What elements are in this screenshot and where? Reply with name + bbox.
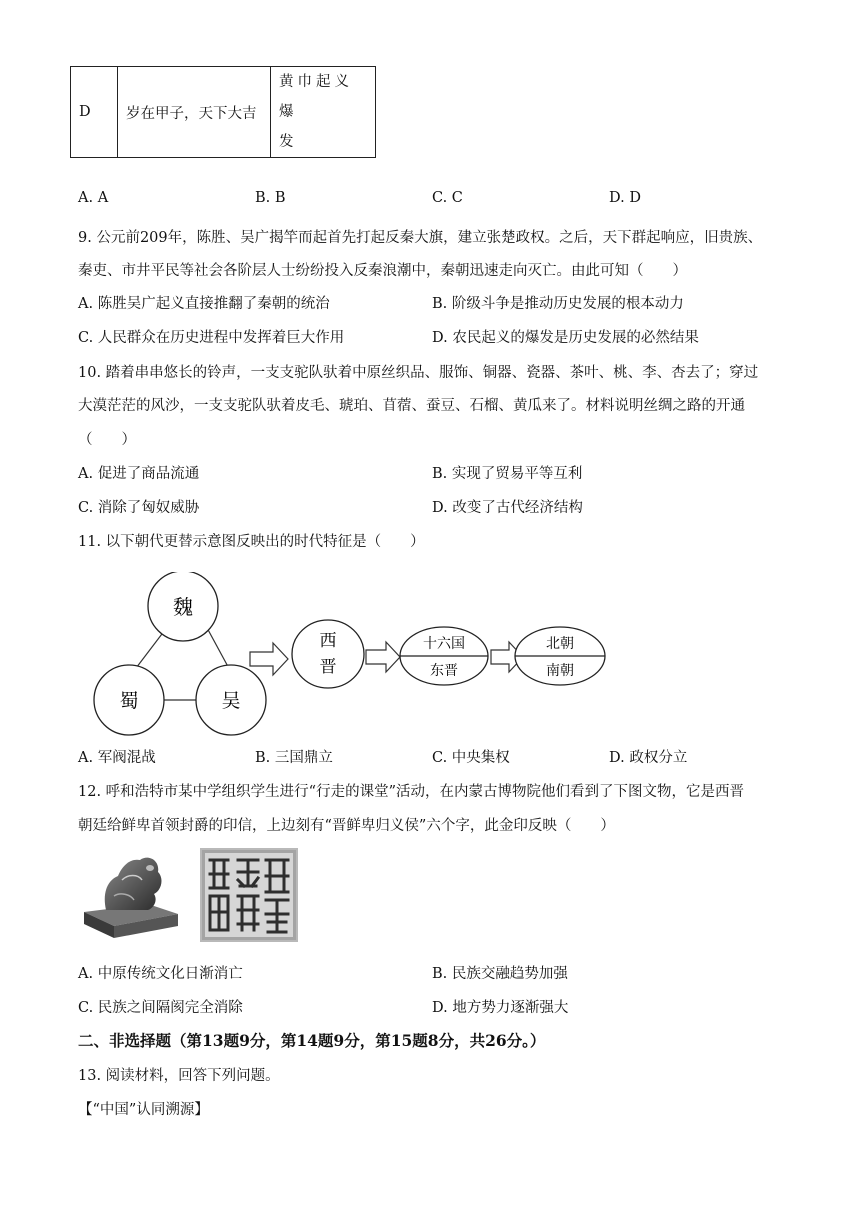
section-heading: 二、非选择题（第13题9分，第14题9分，第15题8分，共26分。） [78, 1031, 546, 1050]
q10-stem-line3: （ ） [78, 432, 136, 448]
table-row [71, 67, 376, 158]
nanchao-label: 南朝 [546, 663, 574, 679]
q9-stem-line1: 9. 公元前209年，陈胜、吴广揭竿而起首先打起反秦大旗，建立张楚政权。之后，天下群起响应，旧贵族、 [78, 230, 763, 246]
q13-subheading: 【“中国”认同溯源】 [78, 1102, 209, 1118]
table-cell-event-line2: 发 [279, 134, 298, 150]
q10-option-b: B. 实现了贸易平等互利 [432, 466, 583, 482]
q8-option-c: C. C [432, 190, 463, 206]
q9-stem-line2: 秦吏、市井平民等社会各阶层人士纷纷投入反秦浪潮中，秦朝迅速走向灭亡。由此可知（ ） [78, 263, 687, 279]
answer-table [70, 66, 376, 158]
table-cell-event [271, 67, 376, 158]
q13-stem: 13. 阅读材料，回答下列问题。 [78, 1068, 280, 1084]
xijin-label-1: 西 [319, 631, 337, 651]
q12-option-a: A. 中原传统文化日渐消亡 [78, 966, 243, 982]
q11-stem: 11. 以下朝代更替示意图反映出的时代特征是（ ） [78, 534, 425, 550]
q11-option-a: A. 军阀混战 [78, 750, 156, 766]
q8-option-a: A. A [78, 190, 109, 206]
q10-option-c: C. 消除了匈奴威胁 [78, 500, 200, 516]
q11-option-c: C. 中央集权 [432, 750, 510, 766]
arrow-icon [366, 642, 400, 672]
q12-option-d: D. 地方势力逐渐强大 [432, 1000, 569, 1016]
q11-option-b: B. 三国鼎立 [255, 750, 333, 766]
table-cell-phrase: 岁在甲子，天下大吉 [118, 67, 271, 158]
arrow-icon [250, 643, 288, 675]
q10-stem-line2: 大漠茫茫的风沙，一支支驼队驮着皮毛、琥珀、苜蓿、蚕豆、石榴、黄瓜来了。材料说明丝绸之路的开通 [78, 398, 745, 414]
table-cell-event-line1: 黄巾起义爆 [279, 74, 353, 120]
q9-option-a: A. 陈胜吴广起义直接推翻了秦朝的统治 [78, 296, 330, 312]
wu-label: 吴 [221, 690, 241, 712]
q10-option-d: D. 改变了古代经济结构 [432, 500, 583, 516]
q12-stem-line1: 12. 呼和浩特市某中学组织学生进行“行走的课堂”活动，在内蒙古博物院他们看到了下图文物，它是西晋 [78, 784, 744, 800]
gold-seal-photo [78, 846, 184, 942]
dynasty-diagram [80, 572, 620, 744]
q10-option-a: A. 促进了商品流通 [78, 466, 200, 482]
q9-option-c: C. 人民群众在历史进程中发挥着巨大作用 [78, 330, 345, 346]
xijin-label-2: 晋 [319, 657, 337, 677]
sixteen-label: 十六国 [423, 636, 465, 652]
table-cell-letter: D [71, 67, 118, 158]
q12-option-c: C. 民族之间隔阂完全消除 [78, 1000, 243, 1016]
q9-option-b: B. 阶级斗争是推动历史发展的根本动力 [432, 296, 684, 312]
q12-stem-line2: 朝廷给鲜卑首领封爵的印信，上边刻有“晋鲜卑归义侯”六个字，此金印反映（ ） [78, 818, 615, 834]
dongjin-label: 东晋 [430, 663, 458, 679]
q12-option-b: B. 民族交融趋势加强 [432, 966, 568, 982]
q8-option-b: B. B [255, 190, 286, 206]
wei-label: 魏 [173, 595, 193, 619]
shu-label: 蜀 [119, 690, 139, 712]
q11-option-d: D. 政权分立 [609, 750, 688, 766]
q8-option-d: D. D [609, 190, 641, 206]
q10-stem-line1: 10. 踏着串串悠长的铃声，一支支驼队驮着中原丝织品、服饰、铜器、瓷器、茶叶、桃、李、杏去了；穿过 [78, 365, 759, 381]
beichao-label: 北朝 [546, 636, 574, 652]
q9-option-d: D. 农民起义的爆发是历史发展的必然结果 [432, 330, 699, 346]
seal-imprint-image [200, 848, 298, 942]
